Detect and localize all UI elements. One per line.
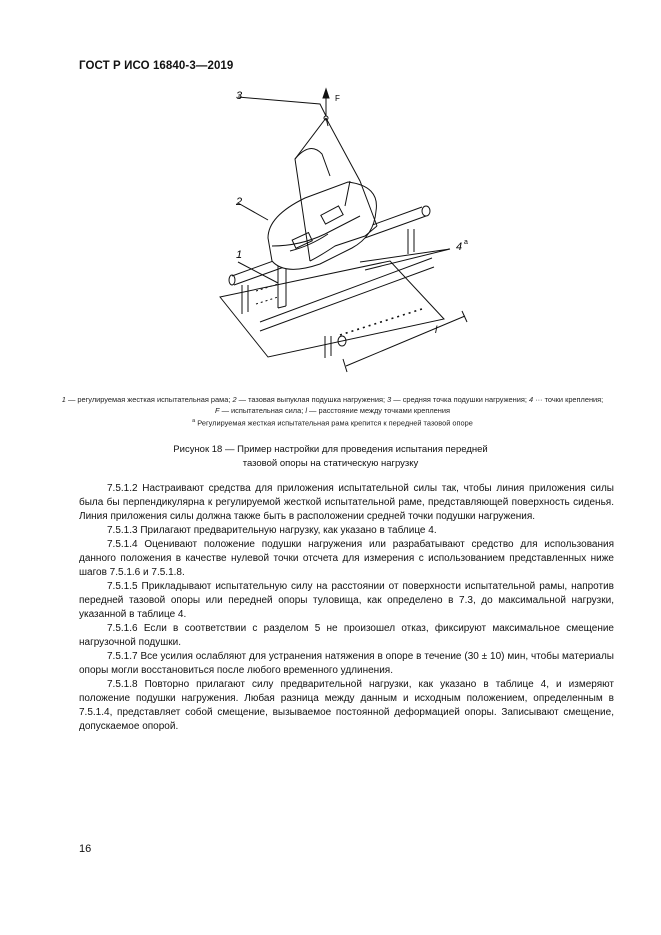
legend-footnote: $^a$ Регулируемая жесткая испытательная рама крепится к передней тазовой опоре [192, 418, 473, 428]
paragraph-7-5-1-5: 7.5.1.5 Прикладывают испытательную силу на расстоянии от поверхности испытательной рамы, напротив передней тазовой опоры или передней опоры туловища, как определено в 7.3, до максимальной нагрузки, указанной в таблице 4. [79, 581, 614, 620]
label-distance: l [435, 325, 438, 336]
paragraph-7-5-1-8: 7.5.1.8 Повторно прилагают силу предварительной нагрузки, как указано в таблице 4, и измеряют положение подушки нагружения. Любая разница между данным и исходным положением, определенным в 7.5.1.4, представляет собой смещение, вызываемое постоянной деформацией опоры. Записывают смещение, допускаемое опорой. [79, 679, 614, 732]
label-4: 4 [456, 241, 463, 253]
legend-line-1: 1 — регулируемая жесткая испытательная рама; 2 — тазовая выпуклая подушка нагружения; 3 — средняя точка подушки нагружения; 4 ··· точки крепления; F — испытательная сила; l — расстояние между точками крепления [61, 395, 604, 415]
body-text [79, 482, 614, 734]
document-number: ГОСТ Р ИСО 16840-3—2019 [79, 60, 234, 72]
label-4-footnote: a [464, 239, 468, 246]
test-setup-drawing [160, 86, 500, 386]
load-cushion [268, 182, 376, 269]
paragraph-7-5-1-2: 7.5.1.2 Настраивают средства для приложения испытательной силы так, чтобы линия приложения силы была бы перпендикулярна к регулируемой жесткой испытательной раме, представляющей поверхность сиденья. Линия приложения силы должна также быть в расположении средней точки подушки нагружения. [79, 483, 614, 522]
figure-legend [60, 394, 605, 428]
label-1: 1 [236, 249, 243, 261]
paragraph-7-5-1-3: 7.5.1.3 Прилагают предварительную нагрузку, как указано в таблице 4. [107, 525, 437, 536]
paragraph-7-5-1-6: 7.5.1.6 Если в соответствии с разделом 5 не произошел отказ, фиксируют максимальное смещение нагрузочной подушки. [79, 623, 614, 648]
test-setup-figure [160, 86, 500, 386]
figure-caption: Рисунок 18 — Пример настройки для проведения испытания передней тазовой опоры на статическую нагрузку [173, 444, 488, 469]
label-3: 3 [236, 90, 243, 102]
page-number: 16 [79, 843, 92, 855]
label-force: F [335, 94, 340, 103]
paragraph-7-5-1-4: 7.5.1.4 Оценивают положение подушки нагружения или разрабатывают средство для использования данного положения в качестве нулевой точки отсчета для измерения с использованием представленных ниже шагов 7.5.1.6 и 7.5.1.8. [79, 539, 614, 578]
label-2: 2 [236, 196, 243, 208]
paragraph-7-5-1-7: 7.5.1.7 Все усилия ослабляют для устранения натяжения в опоре в течение (30 ± 10) мин, чтобы материалы опоры могли восстановиться после любого временного удлинения. [79, 651, 614, 676]
